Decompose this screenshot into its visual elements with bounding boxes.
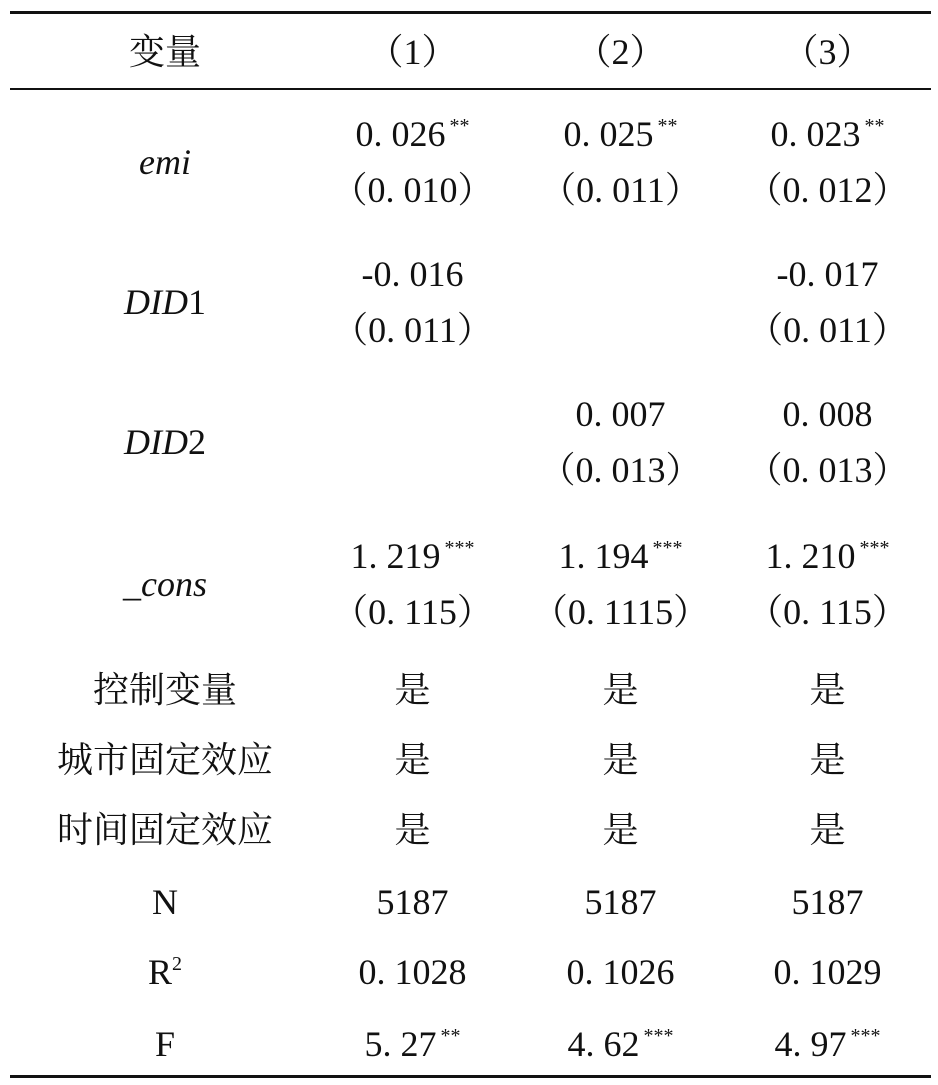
emi-stars-2: ** [657,115,678,137]
f-stars-2: *** [643,1025,674,1047]
row-label-did1: DID1 [124,282,206,322]
row-label-cons: _cons [123,564,207,604]
cons-se-2: （0. 1115） [531,592,710,632]
did2-coef-3: 0. 008 [782,394,873,434]
row-label-city-fe: 城市固定效应 [56,740,273,780]
row-label-r2: $R^2$ [147,952,182,992]
n-value-1: 5187 [376,882,449,922]
f-stars-1: ** [440,1025,461,1047]
header-col-1: （1） [367,32,458,72]
cons-stars-3: *** [859,537,890,559]
cons-stars-2: *** [652,537,683,559]
emi-se-2: （0. 011） [540,170,701,210]
emi-stars-3: ** [864,115,885,137]
row-label-time-fe: 时间固定效应 [56,810,273,850]
table-top-rule [10,11,931,14]
cons-se-1: （0. 115） [332,592,493,632]
time-fe-value-2: 是 [602,810,639,850]
emi-se-3: （0. 012） [746,170,909,210]
controls-value-3: 是 [809,670,846,710]
row-label-n: N [152,882,178,922]
emi-coef-3: 0. 023 ** [770,114,885,154]
n-value-3: 5187 [791,882,864,922]
table-bottom-rule [10,1075,931,1078]
controls-value-1: 是 [394,670,431,710]
header-col-2: （2） [575,32,666,72]
controls-value-2: 是 [602,670,639,710]
city-fe-value-2: 是 [602,740,639,780]
did1-se-3: （0. 011） [747,310,908,350]
did2-se-2: （0. 013） [539,450,702,490]
header-variable: 变量 [128,32,201,72]
row-label-controls: 控制变量 [92,670,237,710]
city-fe-value-1: 是 [394,740,431,780]
did2-se-3: （0. 013） [746,450,909,490]
row-label-f: F [154,1024,176,1064]
emi-coef-2: 0. 025 ** [563,114,678,154]
cons-coef-2: 1. 194 *** [558,536,683,576]
time-fe-value-1: 是 [394,810,431,850]
cons-coef-1: 1. 219 *** [350,536,475,576]
r2-superscript: 2 [172,953,182,975]
cons-coef-3: 1. 210 *** [765,536,890,576]
did1-coef-1: -0. 016 [361,254,464,294]
cons-stars-1: *** [444,537,475,559]
row-label-emi: emi [139,142,191,182]
row-label-did2: DID2 [124,422,206,462]
f-value-3: 4. 97 *** [774,1024,881,1064]
cons-se-3: （0. 115） [747,592,908,632]
f-value-1: 5. 27 ** [364,1024,461,1064]
emi-stars-1: ** [449,115,470,137]
r2-value-2: 0. 1026 [566,952,675,992]
r2-value-3: 0. 1029 [773,952,882,992]
n-value-2: 5187 [584,882,657,922]
r2-value-1: 0. 1028 [358,952,467,992]
emi-coef-1: 0. 026 ** [355,114,470,154]
city-fe-value-3: 是 [809,740,846,780]
table-header-rule [10,88,931,90]
did1-se-1: （0. 011） [332,310,493,350]
f-stars-3: *** [850,1025,881,1047]
did2-coef-2: 0. 007 [575,394,666,434]
time-fe-value-3: 是 [809,810,846,850]
did1-coef-3: -0. 017 [776,254,879,294]
f-value-2: 4. 62 *** [567,1024,674,1064]
emi-se-1: （0. 010） [331,170,494,210]
header-col-3: （3） [782,32,873,72]
